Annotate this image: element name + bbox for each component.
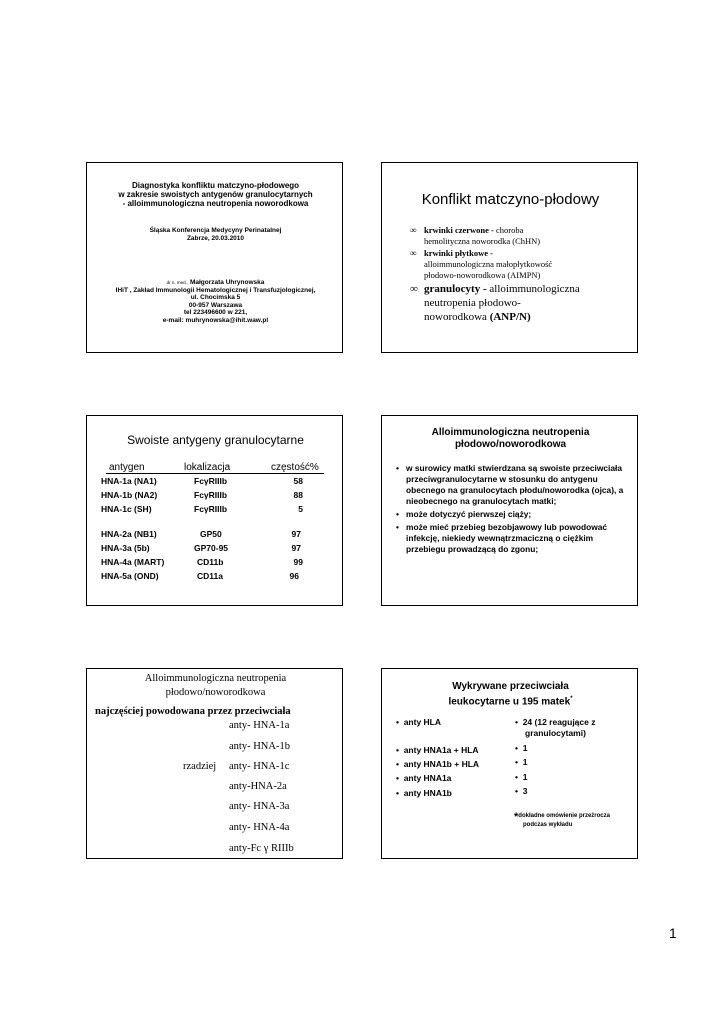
location-cell: FcγRIIIb (194, 476, 228, 486)
title-line: leukocytarne u 195 matek (448, 696, 571, 708)
item-text: alloimmunologiczna (486, 283, 580, 295)
count-item (515, 786, 527, 796)
list-item (396, 717, 441, 727)
item-cont: płodowo-noworodkowa (AIMPN) (424, 270, 541, 280)
list-item (410, 282, 580, 324)
item-text: może dotyczyć pierwszej ciąży; (406, 509, 532, 519)
title-line: Alloimmunologiczna neutropenia (431, 427, 590, 438)
slide-heading: Swoiste antygeny granulocytarne (127, 433, 304, 447)
title-line: płodowo/noworodkowa (165, 687, 266, 698)
infinity-bullet-icon: ∞ (410, 248, 417, 258)
slide-heading (87, 672, 344, 700)
antibody-line: anty-Fc γ RIIIb (229, 843, 294, 854)
frequency-cell: 58 (293, 476, 303, 486)
slide-heading (382, 427, 639, 451)
antigen-cell: HNA-3a (5b) (101, 543, 150, 553)
antigen-cell: HNA-1a (NA1) (101, 476, 157, 486)
slide-wykrywane (381, 668, 638, 859)
author-line (87, 279, 344, 287)
count-item (515, 743, 527, 753)
list-item (396, 773, 451, 783)
bullet-list (396, 463, 628, 557)
item-bold: krwinki płytkowe - (424, 248, 493, 258)
frequency-cell: 99 (293, 557, 303, 567)
presentation-title (87, 181, 344, 208)
list-item (396, 759, 479, 769)
bullet-icon: • (515, 757, 523, 767)
footnote-star: * (514, 811, 519, 823)
count-item (515, 757, 527, 767)
location-cell: FcγRIIIb (194, 504, 228, 514)
author-prefix: dr n. med., (166, 280, 189, 285)
title-line: płodowo/noworodkowa (454, 439, 567, 450)
bullet-icon: • (396, 463, 399, 473)
address-line: tel 223496600 w 221, (183, 309, 248, 317)
address-line: 00-957 Warszawa (188, 301, 243, 309)
antibody-line: anty- HNA-4a (229, 822, 290, 833)
infinity-bullet-icon: ∞ (410, 283, 418, 295)
slide-neutropenia (381, 415, 638, 606)
column-header-frequency: częstość% (271, 462, 319, 473)
footnote-marker: * (570, 696, 573, 702)
antigen-cell: HNA-1b (NA2) (101, 490, 158, 500)
count-text: 24 (12 reagujące z (522, 717, 596, 727)
bullet-icon: • (515, 717, 523, 727)
antigen-cell: HNA-2a (NB1) (101, 529, 157, 539)
bullet-icon: • (515, 772, 523, 782)
bullet-icon: • (396, 745, 404, 755)
list-item (396, 522, 628, 555)
antibody-line: anty- HNA-1a (229, 720, 290, 731)
item-text: anty HNA1b + HLA (403, 759, 480, 769)
count-text: 1 (522, 757, 528, 767)
subtitle: najczęściej powodowana przez przeciwciała (95, 706, 291, 717)
location-cell: GP70-95 (194, 543, 229, 553)
address-line: IHiT , Zakład Immunologii Hematologicznej i Transfuzjologicznej, (115, 286, 316, 294)
location-cell: FcγRIIIb (194, 490, 228, 500)
frequency-cell: 5 (298, 504, 303, 514)
frequency-cell: 97 (291, 529, 301, 539)
slide-heading (382, 680, 639, 708)
antibody-line: anty- HNA-1b (229, 741, 290, 752)
footnote-line: dokładne omówienie przeżrocza (518, 813, 610, 819)
item-cont-bold: (ANP/N) (489, 311, 531, 323)
slide-antygeny (86, 415, 343, 606)
author-info (87, 279, 344, 325)
item-text: choroba (493, 225, 524, 235)
list-item (410, 225, 580, 247)
title-line: Alloimmunologiczna neutropenia (144, 673, 287, 684)
antibody-line: anty- HNA-3a (229, 801, 290, 812)
list-item (396, 463, 628, 507)
column-header-antigen: antygen (109, 462, 145, 473)
frequency-cell: 88 (293, 490, 303, 500)
conference-name: Śląska Konferencja Medycyny Perinatalnej (149, 227, 282, 234)
count-item (515, 717, 595, 727)
slide-title (86, 162, 343, 353)
conference-info (87, 227, 344, 243)
slide-konflikt (381, 162, 638, 353)
address-line: ul. Chocimska 5 (190, 294, 241, 302)
rarely-label: rzadziej (183, 761, 217, 772)
item-text: anty HNA1b (403, 788, 452, 798)
list-item (396, 745, 479, 755)
list-item (396, 788, 452, 798)
antibody-line: anty-HNA-2a (229, 781, 287, 792)
item-bold: granulocyty - (424, 283, 487, 295)
frequency-cell: 97 (291, 543, 301, 553)
bullet-icon: • (396, 759, 404, 769)
list-item (396, 509, 628, 520)
count-text: 1 (522, 772, 528, 782)
item-cont: alloimmunologiczna małopłytkowość (424, 259, 553, 269)
page-number: 1 (669, 925, 677, 941)
bullet-icon: • (515, 786, 523, 796)
antigen-cell: HNA-1c (SH) (101, 504, 152, 514)
antigen-cell: HNA-5a (OND) (101, 571, 159, 581)
antigen-cell: HNA-4a (MART) (101, 557, 165, 567)
item-cont: hemolityczna noworodka (ChHN) (424, 236, 541, 246)
email-line: e-mail: muhrynowska@ihit.waw.pl (162, 316, 269, 324)
location-cell: CD11a (197, 571, 223, 581)
infinity-bullet-icon: ∞ (410, 225, 417, 235)
bullet-icon: • (515, 743, 523, 753)
item-cont: noworodkowa (424, 311, 490, 323)
slide-heading: Konflikt matczyno-płodowy (421, 191, 600, 208)
item-cont: neutropenia płodowo- (424, 297, 521, 309)
item-text: anty HLA (403, 717, 442, 727)
count-text: 1 (522, 743, 528, 753)
conference-date: Zabrze, 20.03.2010 (186, 235, 245, 242)
bullet-icon: • (396, 522, 399, 532)
location-cell: CD11b (197, 557, 224, 567)
count-cont: granulocytami) (525, 728, 586, 738)
bullet-icon: • (396, 788, 404, 798)
footnote (514, 812, 610, 829)
location-cell: GP50 (200, 529, 222, 539)
item-text: anty HNA1a (403, 773, 452, 783)
author-name: Małgorzata Uhrynowska (188, 279, 265, 286)
antibody-line: anty- HNA-1c (229, 761, 290, 772)
title-line: Wykrywane przeciwciała (452, 681, 569, 692)
bullet-icon: • (396, 509, 399, 519)
slide-przeciwciala (86, 668, 343, 859)
bullet-icon: • (396, 717, 404, 727)
title-line: Diagnostyka konfliktu matczyno-płodowego (131, 181, 300, 190)
column-header-location: lokalizacja (184, 462, 231, 473)
bullet-icon: • (396, 773, 404, 783)
item-text: w surowicy matki stwierdzana są swoiste przeciwciała przeciwgranulocytarne w stosunku do antygenu obecnego na granulocytach płodu/noworodka (ojca), a nieobecnego na granulocytach matki; (406, 463, 624, 506)
header-underline (106, 473, 324, 474)
list-item (410, 248, 580, 281)
footnote-line: podczas wykładu (523, 822, 573, 828)
item-text: może mieć przebieg bezobjawowy lub powodować infekcję, niekiedy wewnątrzmaciczną o ciężkim przebiegu prowadzącą do zgonu; (406, 522, 608, 554)
title-line: w zakresie swoistych antygenów granulocytarnych (118, 190, 313, 199)
item-bold: krwinki czerwone - (424, 225, 494, 235)
count-item (515, 772, 527, 782)
count-text: 3 (522, 786, 528, 796)
frequency-cell: 96 (289, 571, 299, 581)
title-line: - alloimmunologiczna neutropenia noworodkowa (122, 199, 309, 208)
bullet-list (410, 225, 580, 325)
item-text: anty HNA1a + HLA (403, 745, 479, 755)
